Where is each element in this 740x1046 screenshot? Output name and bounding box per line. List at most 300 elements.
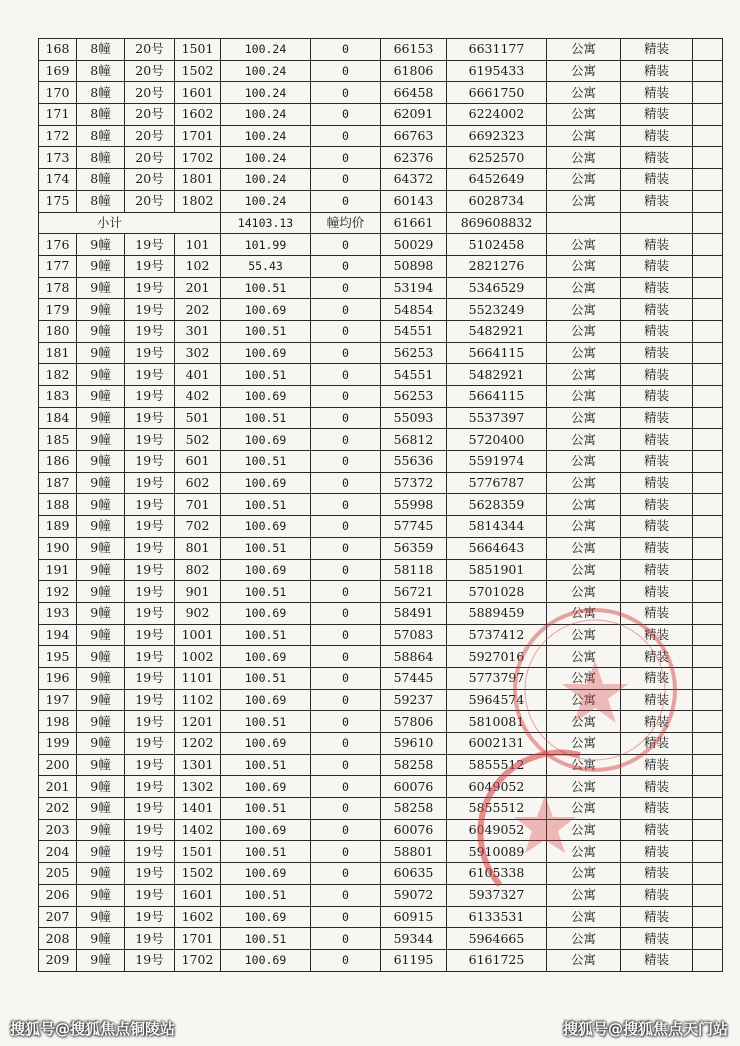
cell-area: 100.24 (221, 125, 311, 147)
cell-row-number: 168 (39, 39, 77, 61)
cell-room-number: 1401 (175, 798, 221, 820)
table-row (39, 516, 723, 538)
cell-area: 100.69 (221, 386, 311, 408)
cell-remark (693, 125, 723, 147)
cell-room-number: 1101 (175, 667, 221, 689)
cell-building: 9幢 (77, 255, 125, 277)
cell-total-price: 5591974 (447, 451, 547, 473)
cell-room-number: 1802 (175, 190, 221, 212)
cell-room-number: 402 (175, 386, 221, 408)
cell-room-number: 1202 (175, 733, 221, 755)
cell-area-sub: 0 (311, 342, 381, 364)
cell-area-sub: 0 (311, 169, 381, 191)
cell-area-sub: 0 (311, 776, 381, 798)
average-price-value: 61661 (381, 212, 447, 234)
cell-area: 100.51 (221, 884, 311, 906)
cell-room-number: 1502 (175, 863, 221, 885)
cell-usage-type: 公寓 (547, 234, 621, 256)
cell-area: 100.51 (221, 537, 311, 559)
cell-area-sub: 0 (311, 537, 381, 559)
cell-area-sub: 0 (311, 884, 381, 906)
table-row (39, 646, 723, 668)
cell-building: 9幢 (77, 884, 125, 906)
cell-area-sub: 0 (311, 798, 381, 820)
cell-remark (693, 169, 723, 191)
cell-area: 100.51 (221, 320, 311, 342)
cell-area: 100.51 (221, 451, 311, 473)
cell-row-number: 173 (39, 147, 77, 169)
cell-decoration: 精装 (621, 884, 693, 906)
table-row (39, 624, 723, 646)
cell-usage-type: 公寓 (547, 754, 621, 776)
cell-building: 8幢 (77, 125, 125, 147)
cell-remark (693, 863, 723, 885)
cell-decoration: 精装 (621, 234, 693, 256)
cell-unit-price: 55093 (381, 407, 447, 429)
cell-total-price: 5889459 (447, 602, 547, 624)
cell-area-sub: 0 (311, 711, 381, 733)
cell-remark (693, 602, 723, 624)
cell-decoration: 精装 (621, 667, 693, 689)
cell-unit: 19号 (125, 711, 175, 733)
cell-usage-type: 公寓 (547, 798, 621, 820)
cell-building: 8幢 (77, 147, 125, 169)
cell-row-number: 182 (39, 364, 77, 386)
cell-unit: 20号 (125, 147, 175, 169)
cell-area-sub: 0 (311, 104, 381, 126)
subtotal-area: 14103.13 (221, 212, 311, 234)
cell-unit-price: 57745 (381, 516, 447, 538)
cell-row-number: 188 (39, 494, 77, 516)
cell-usage-type: 公寓 (547, 646, 621, 668)
table-row (39, 320, 723, 342)
cell-row-number: 176 (39, 234, 77, 256)
table-row (39, 60, 723, 82)
cell-usage-type: 公寓 (547, 125, 621, 147)
table-row (39, 277, 723, 299)
cell-total-price: 6161725 (447, 949, 547, 971)
cell-total-price: 5937327 (447, 884, 547, 906)
cell-unit: 19号 (125, 386, 175, 408)
cell-unit: 19号 (125, 451, 175, 473)
table-body-building-8 (39, 39, 723, 213)
cell-row-number: 174 (39, 169, 77, 191)
cell-row-number: 209 (39, 949, 77, 971)
cell-decoration: 精装 (621, 169, 693, 191)
cell-unit-price: 60915 (381, 906, 447, 928)
cell-area: 100.24 (221, 104, 311, 126)
cell-unit: 19号 (125, 602, 175, 624)
cell-room-number: 801 (175, 537, 221, 559)
cell-total-price: 6631177 (447, 39, 547, 61)
cell-unit: 20号 (125, 82, 175, 104)
cell-decoration: 精装 (621, 82, 693, 104)
cell-total-price: 5773797 (447, 667, 547, 689)
cell-area: 100.69 (221, 602, 311, 624)
cell-building: 9幢 (77, 819, 125, 841)
cell-remark (693, 39, 723, 61)
cell-room-number: 401 (175, 364, 221, 386)
cell-area-sub: 0 (311, 819, 381, 841)
cell-row-number: 198 (39, 711, 77, 733)
table-row (39, 451, 723, 473)
cell-area: 100.69 (221, 299, 311, 321)
cell-area-sub: 0 (311, 82, 381, 104)
cell-total-price: 6224002 (447, 104, 547, 126)
cell-remark (693, 255, 723, 277)
cell-area: 100.69 (221, 776, 311, 798)
cell-remark (693, 754, 723, 776)
cell-usage-type: 公寓 (547, 407, 621, 429)
cell-decoration: 精装 (621, 559, 693, 581)
cell-unit-price: 50029 (381, 234, 447, 256)
cell-usage-type: 公寓 (547, 39, 621, 61)
cell-decoration: 精装 (621, 711, 693, 733)
cell-unit-price: 59072 (381, 884, 447, 906)
table-row (39, 581, 723, 603)
table-row (39, 255, 723, 277)
cell-row-number: 206 (39, 884, 77, 906)
cell-usage-type: 公寓 (547, 472, 621, 494)
cell-area: 100.69 (221, 906, 311, 928)
table-row (39, 190, 723, 212)
cell-unit: 19号 (125, 689, 175, 711)
cell-remark (693, 234, 723, 256)
cell-area-sub: 0 (311, 407, 381, 429)
cell-area: 101.99 (221, 234, 311, 256)
cell-usage-type: 公寓 (547, 884, 621, 906)
cell-decoration: 精装 (621, 125, 693, 147)
cell-area-sub: 0 (311, 841, 381, 863)
cell-row-number: 183 (39, 386, 77, 408)
cell-unit: 20号 (125, 104, 175, 126)
cell-decoration: 精装 (621, 104, 693, 126)
cell-area: 100.51 (221, 581, 311, 603)
cell-remark (693, 407, 723, 429)
table-row (39, 906, 723, 928)
cell-area: 100.69 (221, 472, 311, 494)
cell-decoration: 精装 (621, 624, 693, 646)
cell-usage-type: 公寓 (547, 689, 621, 711)
cell-room-number: 502 (175, 429, 221, 451)
table-row (39, 39, 723, 61)
cell-area-sub: 0 (311, 559, 381, 581)
cell-remark (693, 776, 723, 798)
cell-total-price: 5776787 (447, 472, 547, 494)
cell-unit-price: 58801 (381, 841, 447, 863)
cell-row-number: 186 (39, 451, 77, 473)
cell-unit: 19号 (125, 277, 175, 299)
cell-total-price: 5855512 (447, 798, 547, 820)
cell-unit: 19号 (125, 667, 175, 689)
cell-remark (693, 928, 723, 950)
cell-unit-price: 56812 (381, 429, 447, 451)
cell-usage-type: 公寓 (547, 277, 621, 299)
subtotal-label: 小计 (39, 212, 221, 234)
cell-decoration: 精装 (621, 429, 693, 451)
cell-unit: 19号 (125, 949, 175, 971)
cell-unit-price: 55636 (381, 451, 447, 473)
table-row (39, 689, 723, 711)
cell-area-sub: 0 (311, 646, 381, 668)
cell-area: 100.51 (221, 711, 311, 733)
table-row (39, 559, 723, 581)
cell-building: 9幢 (77, 537, 125, 559)
table-row (39, 776, 723, 798)
cell-area: 100.51 (221, 494, 311, 516)
table-row (39, 863, 723, 885)
cell-area-sub: 0 (311, 60, 381, 82)
cell-row-number: 193 (39, 602, 77, 624)
cell-unit: 19号 (125, 863, 175, 885)
cell-unit: 19号 (125, 234, 175, 256)
cell-room-number: 1602 (175, 104, 221, 126)
table-row (39, 949, 723, 971)
table-row (39, 841, 723, 863)
cell-unit: 20号 (125, 190, 175, 212)
cell-unit-price: 64372 (381, 169, 447, 191)
cell-area-sub: 0 (311, 733, 381, 755)
table-row (39, 299, 723, 321)
cell-unit-price: 57445 (381, 667, 447, 689)
cell-row-number: 184 (39, 407, 77, 429)
cell-total-price: 6028734 (447, 190, 547, 212)
cell-remark (693, 277, 723, 299)
cell-total-price: 5628359 (447, 494, 547, 516)
cell-room-number: 101 (175, 234, 221, 256)
table-row (39, 754, 723, 776)
cell-usage-type: 公寓 (547, 451, 621, 473)
cell-unit: 19号 (125, 581, 175, 603)
cell-row-number: 205 (39, 863, 77, 885)
table-row (39, 928, 723, 950)
cell-unit-price: 54551 (381, 364, 447, 386)
cell-area-sub: 0 (311, 147, 381, 169)
cell-area: 100.51 (221, 364, 311, 386)
cell-building: 9幢 (77, 472, 125, 494)
cell-room-number: 301 (175, 320, 221, 342)
cell-decoration: 精装 (621, 364, 693, 386)
cell-row-number: 199 (39, 733, 77, 755)
cell-usage-type: 公寓 (547, 320, 621, 342)
cell-area-sub: 0 (311, 624, 381, 646)
cell-room-number: 1601 (175, 884, 221, 906)
cell-remark (693, 451, 723, 473)
subtotal-total-price: 869608832 (447, 212, 547, 234)
cell-decoration: 精装 (621, 602, 693, 624)
cell-unit-price: 50898 (381, 255, 447, 277)
cell-total-price: 5664115 (447, 386, 547, 408)
cell-building: 9幢 (77, 494, 125, 516)
cell-usage-type: 公寓 (547, 537, 621, 559)
cell-area-sub: 0 (311, 190, 381, 212)
price-table-sheet (38, 38, 722, 972)
cell-unit: 19号 (125, 733, 175, 755)
cell-unit: 19号 (125, 884, 175, 906)
cell-usage-type: 公寓 (547, 255, 621, 277)
cell-decoration: 精装 (621, 949, 693, 971)
cell-room-number: 1002 (175, 646, 221, 668)
cell-usage-type: 公寓 (547, 928, 621, 950)
cell-unit: 20号 (125, 169, 175, 191)
cell-area-sub: 0 (311, 754, 381, 776)
cell-row-number: 171 (39, 104, 77, 126)
cell-building: 9幢 (77, 364, 125, 386)
cell-room-number: 1602 (175, 906, 221, 928)
cell-building: 9幢 (77, 624, 125, 646)
cell-total-price: 5346529 (447, 277, 547, 299)
cell-decoration: 精装 (621, 646, 693, 668)
cell-remark (693, 733, 723, 755)
cell-total-price: 5737412 (447, 624, 547, 646)
cell-building: 9幢 (77, 234, 125, 256)
cell-area: 100.69 (221, 429, 311, 451)
cell-building: 9幢 (77, 733, 125, 755)
cell-unit-price: 60635 (381, 863, 447, 885)
cell-room-number: 1001 (175, 624, 221, 646)
cell-building: 9幢 (77, 906, 125, 928)
cell-usage-type: 公寓 (547, 559, 621, 581)
cell-remark (693, 884, 723, 906)
table-row (39, 234, 723, 256)
cell-area: 100.51 (221, 754, 311, 776)
cell-building: 9幢 (77, 646, 125, 668)
cell-unit: 19号 (125, 407, 175, 429)
cell-area: 55.43 (221, 255, 311, 277)
cell-remark (693, 646, 723, 668)
cell-area-sub: 0 (311, 39, 381, 61)
cell-decoration: 精装 (621, 255, 693, 277)
cell-row-number: 172 (39, 125, 77, 147)
cell-usage-type: 公寓 (547, 602, 621, 624)
cell-remark (693, 386, 723, 408)
cell-room-number: 1801 (175, 169, 221, 191)
cell-unit: 20号 (125, 125, 175, 147)
cell-unit-price: 54854 (381, 299, 447, 321)
table-body-building-9 (39, 234, 723, 971)
cell-building: 9幢 (77, 667, 125, 689)
cell-unit-price: 60143 (381, 190, 447, 212)
table-row (39, 819, 723, 841)
cell-room-number: 201 (175, 277, 221, 299)
cell-total-price: 6049052 (447, 819, 547, 841)
cell-room-number: 1702 (175, 949, 221, 971)
cell-building: 8幢 (77, 82, 125, 104)
cell-area-sub: 0 (311, 928, 381, 950)
cell-unit-price: 61806 (381, 60, 447, 82)
cell-decoration: 精装 (621, 147, 693, 169)
cell-total-price: 5927016 (447, 646, 547, 668)
cell-unit-price: 66153 (381, 39, 447, 61)
cell-remark (693, 60, 723, 82)
table-row (39, 494, 723, 516)
cell-area: 100.69 (221, 646, 311, 668)
cell-remark (693, 494, 723, 516)
cell-unit: 19号 (125, 342, 175, 364)
cell-total-price: 6049052 (447, 776, 547, 798)
cell-unit-price: 59237 (381, 689, 447, 711)
cell-remark (693, 841, 723, 863)
cell-area-sub: 0 (311, 255, 381, 277)
table-row (39, 884, 723, 906)
cell-area: 100.24 (221, 190, 311, 212)
cell-unit-price: 56359 (381, 537, 447, 559)
cell-total-price: 5964665 (447, 928, 547, 950)
cell-unit: 19号 (125, 559, 175, 581)
cell-area-sub: 0 (311, 429, 381, 451)
cell-area: 100.51 (221, 277, 311, 299)
cell-building: 9幢 (77, 863, 125, 885)
cell-area-sub: 0 (311, 689, 381, 711)
price-table (38, 38, 723, 972)
cell-decoration: 精装 (621, 342, 693, 364)
cell-usage-type: 公寓 (547, 819, 621, 841)
cell-decoration: 精装 (621, 39, 693, 61)
cell-total-price: 6252570 (447, 147, 547, 169)
cell-unit-price: 58491 (381, 602, 447, 624)
cell-usage-type: 公寓 (547, 776, 621, 798)
cell-decoration: 精装 (621, 472, 693, 494)
cell-decoration: 精装 (621, 863, 693, 885)
cell-total-price: 6002131 (447, 733, 547, 755)
table-row (39, 602, 723, 624)
cell-building: 9幢 (77, 386, 125, 408)
cell-area-sub: 0 (311, 386, 381, 408)
cell-remark (693, 299, 723, 321)
cell-remark (693, 147, 723, 169)
table-row (39, 342, 723, 364)
cell-decoration: 精装 (621, 190, 693, 212)
table-row (39, 386, 723, 408)
cell-unit: 19号 (125, 819, 175, 841)
cell-unit-price: 55998 (381, 494, 447, 516)
cell-area: 100.69 (221, 733, 311, 755)
cell-unit-price: 61195 (381, 949, 447, 971)
subtotal-empty-cell (621, 212, 693, 234)
cell-usage-type: 公寓 (547, 429, 621, 451)
cell-total-price: 5537397 (447, 407, 547, 429)
cell-usage-type: 公寓 (547, 494, 621, 516)
cell-remark (693, 104, 723, 126)
cell-unit: 19号 (125, 494, 175, 516)
cell-row-number: 194 (39, 624, 77, 646)
cell-unit-price: 56253 (381, 386, 447, 408)
cell-decoration: 精装 (621, 277, 693, 299)
subtotal-row (39, 212, 723, 234)
cell-room-number: 501 (175, 407, 221, 429)
cell-decoration: 精装 (621, 494, 693, 516)
cell-room-number: 1402 (175, 819, 221, 841)
cell-unit: 19号 (125, 906, 175, 928)
cell-area: 100.69 (221, 516, 311, 538)
cell-area: 100.24 (221, 147, 311, 169)
cell-decoration: 精装 (621, 906, 693, 928)
cell-remark (693, 429, 723, 451)
cell-row-number: 179 (39, 299, 77, 321)
cell-area: 100.51 (221, 407, 311, 429)
table-row (39, 125, 723, 147)
cell-remark (693, 516, 723, 538)
cell-row-number: 202 (39, 798, 77, 820)
cell-row-number: 203 (39, 819, 77, 841)
cell-unit-price: 58864 (381, 646, 447, 668)
cell-row-number: 189 (39, 516, 77, 538)
cell-building: 9幢 (77, 429, 125, 451)
cell-building: 9幢 (77, 407, 125, 429)
cell-area-sub: 0 (311, 906, 381, 928)
cell-area: 100.24 (221, 169, 311, 191)
cell-unit-price: 57806 (381, 711, 447, 733)
